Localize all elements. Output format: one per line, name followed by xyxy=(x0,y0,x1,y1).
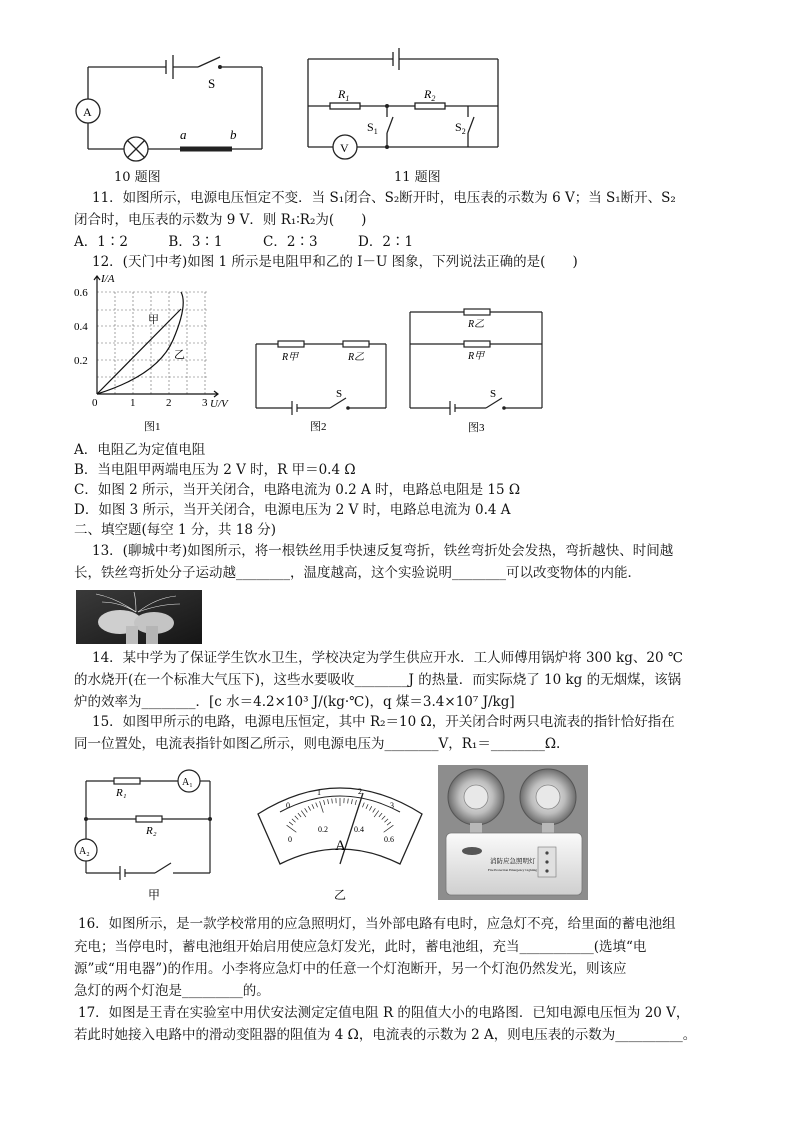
meter-tick-top-1: 1 xyxy=(317,788,321,797)
q16-line3: 源”或“用电器”)的作用。小李将应急灯中的任意一个灯泡断开，另一个灯泡仍然发光，则该应 xyxy=(74,961,627,977)
fig11-s1-label: S xyxy=(367,120,374,134)
fig2-r-yi: R乙 xyxy=(348,352,365,363)
fig3-switch: S xyxy=(490,388,497,400)
fig15-jia xyxy=(70,765,220,905)
fig2-switch: S xyxy=(336,388,343,400)
q12-fig2 xyxy=(248,330,398,440)
q17-line1: 17．如图是王青在实验室中用伏安法测定定值电阻 R 的阻值大小的电路图．已知电源电压恒为 20 V， xyxy=(78,1005,690,1021)
q11-options: A．1∶2 B．3∶1 C．2∶3 D．2∶1 xyxy=(74,234,414,250)
meter-tick-bottom-3: 0.6 xyxy=(384,835,394,844)
fig3-caption: 图3 xyxy=(468,422,485,434)
q15-line1: 15．如图甲所示的电路，电源电压恒定，其中 R₂＝10 Ω，开关闭合时两只电流表的指针恰好指在 xyxy=(92,714,675,730)
fig10-circuit xyxy=(70,45,280,170)
fig15-yi-meter xyxy=(250,768,430,908)
fig3-r-jia: R甲 xyxy=(468,351,485,362)
graph-line-jia xyxy=(97,309,181,394)
q11-line2: 闭合时，电压表的示数为 9 V．则 R₁∶R₂为( ) xyxy=(74,212,367,228)
q17-line2: 若此时她接入电路中的滑动变阻器的阻值为 4 Ω，电流表的示数为 2 A，则电压表的示数为__________。 xyxy=(74,1027,697,1043)
q12-option-c: C．如图 2 所示，当开关闭合，电路电流为 0.2 A 时，电路总电阻是 15 Ω xyxy=(74,482,521,498)
graph-xtick-3: 3 xyxy=(202,397,208,409)
q11-line1: 11．如图所示，电源电压恒定不变．当 S₁闭合、S₂断开时，电压表的示数为 6 V；当 S₁断开、S₂ xyxy=(92,190,676,206)
fig11-s2-sub: 2 xyxy=(461,127,466,136)
lamp-label: 消防应急照明灯 xyxy=(490,858,536,865)
meter-tick-bottom-0: 0 xyxy=(288,835,292,844)
meter-tick-bottom-2: 0.4 xyxy=(354,825,364,834)
graph-label-yi: 乙 xyxy=(174,349,185,361)
meter-unit-letter: A xyxy=(335,838,346,854)
q14-line3: 炉的效率为________．[c 水＝4.2×10³ J/(kg·℃)，q 煤＝3.4×10⁷ J/kg] xyxy=(74,694,515,710)
fig15-r2-label: R₂ xyxy=(146,825,157,837)
meter-tick-top-0: 0 xyxy=(286,801,290,810)
fig15-jia-caption: 甲 xyxy=(148,888,161,902)
fig3-r-yi: R乙 xyxy=(468,319,485,330)
q12-option-a: A．电阻乙为定值电阻 xyxy=(74,442,206,458)
q16-line4: 急灯的两个灯泡是_________的。 xyxy=(74,983,270,999)
graph-xlabel: U/V xyxy=(210,398,228,410)
q14-line2: 的水烧开(在一个标准大气压下)，这些水要吸收________J 的热量．而实际烧了 10 kg 的无烟煤，该锅 xyxy=(74,672,682,688)
graph-ytick-04: 0.4 xyxy=(74,321,88,333)
graph-xtick-0: 0 xyxy=(92,397,98,409)
q12-option-d: D．如图 3 所示，当开关闭合，电源电压为 2 V 时，电路总电流为 0.4 A xyxy=(74,502,511,518)
wire-bending-photo xyxy=(76,590,202,644)
fig11-r2-sub: 2 xyxy=(431,94,436,103)
q13-line1: 13．(聊城中考)如图所示，将一根铁丝用手快速反复弯折，铁丝弯折处会发热，弯折越快、时间越 xyxy=(92,543,674,559)
meter-tick-top-2: 2 xyxy=(358,787,362,796)
svg-text:R2 xyxy=(423,87,435,103)
section-heading: 二、填空题(每空 1 分，共 18 分) xyxy=(74,522,276,538)
fig15-yi-caption: 乙 xyxy=(334,888,347,902)
fig10-a-label: a xyxy=(180,127,187,142)
q12-graph xyxy=(68,270,238,440)
graph-xtick-1: 1 xyxy=(130,397,136,409)
fig2-caption: 图2 xyxy=(310,421,327,433)
graph-ytick-02: 0.2 xyxy=(74,355,88,367)
fig10-switch-label: S xyxy=(208,76,216,91)
fig10-caption: 10 题图 xyxy=(114,170,161,185)
fig11-r1-sub: 1 xyxy=(345,94,350,103)
q16-line2: 充电；当停电时，蓄电池组开始启用使应急灯发光，此时，蓄电池组，充当___________(选填“电 xyxy=(74,939,647,955)
fig11-r2-label: R xyxy=(424,87,432,101)
fig10-b-label: b xyxy=(230,127,237,142)
fig11-s2-label: S xyxy=(455,120,462,134)
meter-tick-bottom-1: 0.2 xyxy=(318,825,328,834)
graph-ylabel: I/A xyxy=(101,273,115,285)
lamp-sublabel: Fire Protection Emergency Lighting xyxy=(488,868,537,872)
fig11-voltmeter-label: V xyxy=(340,141,349,155)
q12-option-b: B．当电阻甲两端电压为 2 V 时，R 甲＝0.4 Ω xyxy=(74,462,356,478)
fig2-r-jia: R甲 xyxy=(282,352,299,363)
fig11-caption: 11 题图 xyxy=(394,170,441,185)
svg-text:S2 xyxy=(455,120,466,136)
svg-text:S1 xyxy=(367,120,378,136)
q14-line1: 14．某中学为了保证学生饮水卫生，学校决定为学生供应开水．工人师傅用锅炉将 300 kg、20 ℃ xyxy=(92,650,683,666)
q12-stem: 12．(天门中考)如图 1 所示是电阻甲和乙的 I－U 图象，下列说法正确的是( ) xyxy=(92,254,578,270)
q16-line1: 16．如图所示，是一款学校常用的应急照明灯，当外部电路有电时，应急灯不亮，给里面的蓄电池组 xyxy=(78,916,676,932)
graph-xtick-2: 2 xyxy=(166,397,172,409)
fig15-r1-label: R₁ xyxy=(116,787,127,799)
q15-line2: 同一位置处，电流表指针如图乙所示，则电源电压为________V，R₁＝________Ω. xyxy=(74,736,561,752)
fig11-s1-sub: 1 xyxy=(373,127,378,136)
svg-text:R1 xyxy=(337,87,349,103)
fig15-a1-label: A₁ xyxy=(182,777,193,788)
graph-label-jia: 甲 xyxy=(148,314,159,326)
fig10-ammeter-label: A xyxy=(83,105,92,119)
graph-ytick-06: 0.6 xyxy=(74,287,88,299)
graph-caption: 图1 xyxy=(144,421,161,433)
q13-line2: 长，铁丝弯折处分子运动越________，温度越高，这个实验说明________可以改变物体的内能． xyxy=(74,565,641,581)
meter-tick-top-3: 3 xyxy=(390,801,394,810)
q12-fig3 xyxy=(404,300,554,440)
fig11-r1-label: R xyxy=(338,87,346,101)
fig11-circuit xyxy=(300,45,510,170)
emergency-lamp-photo xyxy=(438,765,588,900)
fig15-a2-label: A₂ xyxy=(79,846,90,857)
